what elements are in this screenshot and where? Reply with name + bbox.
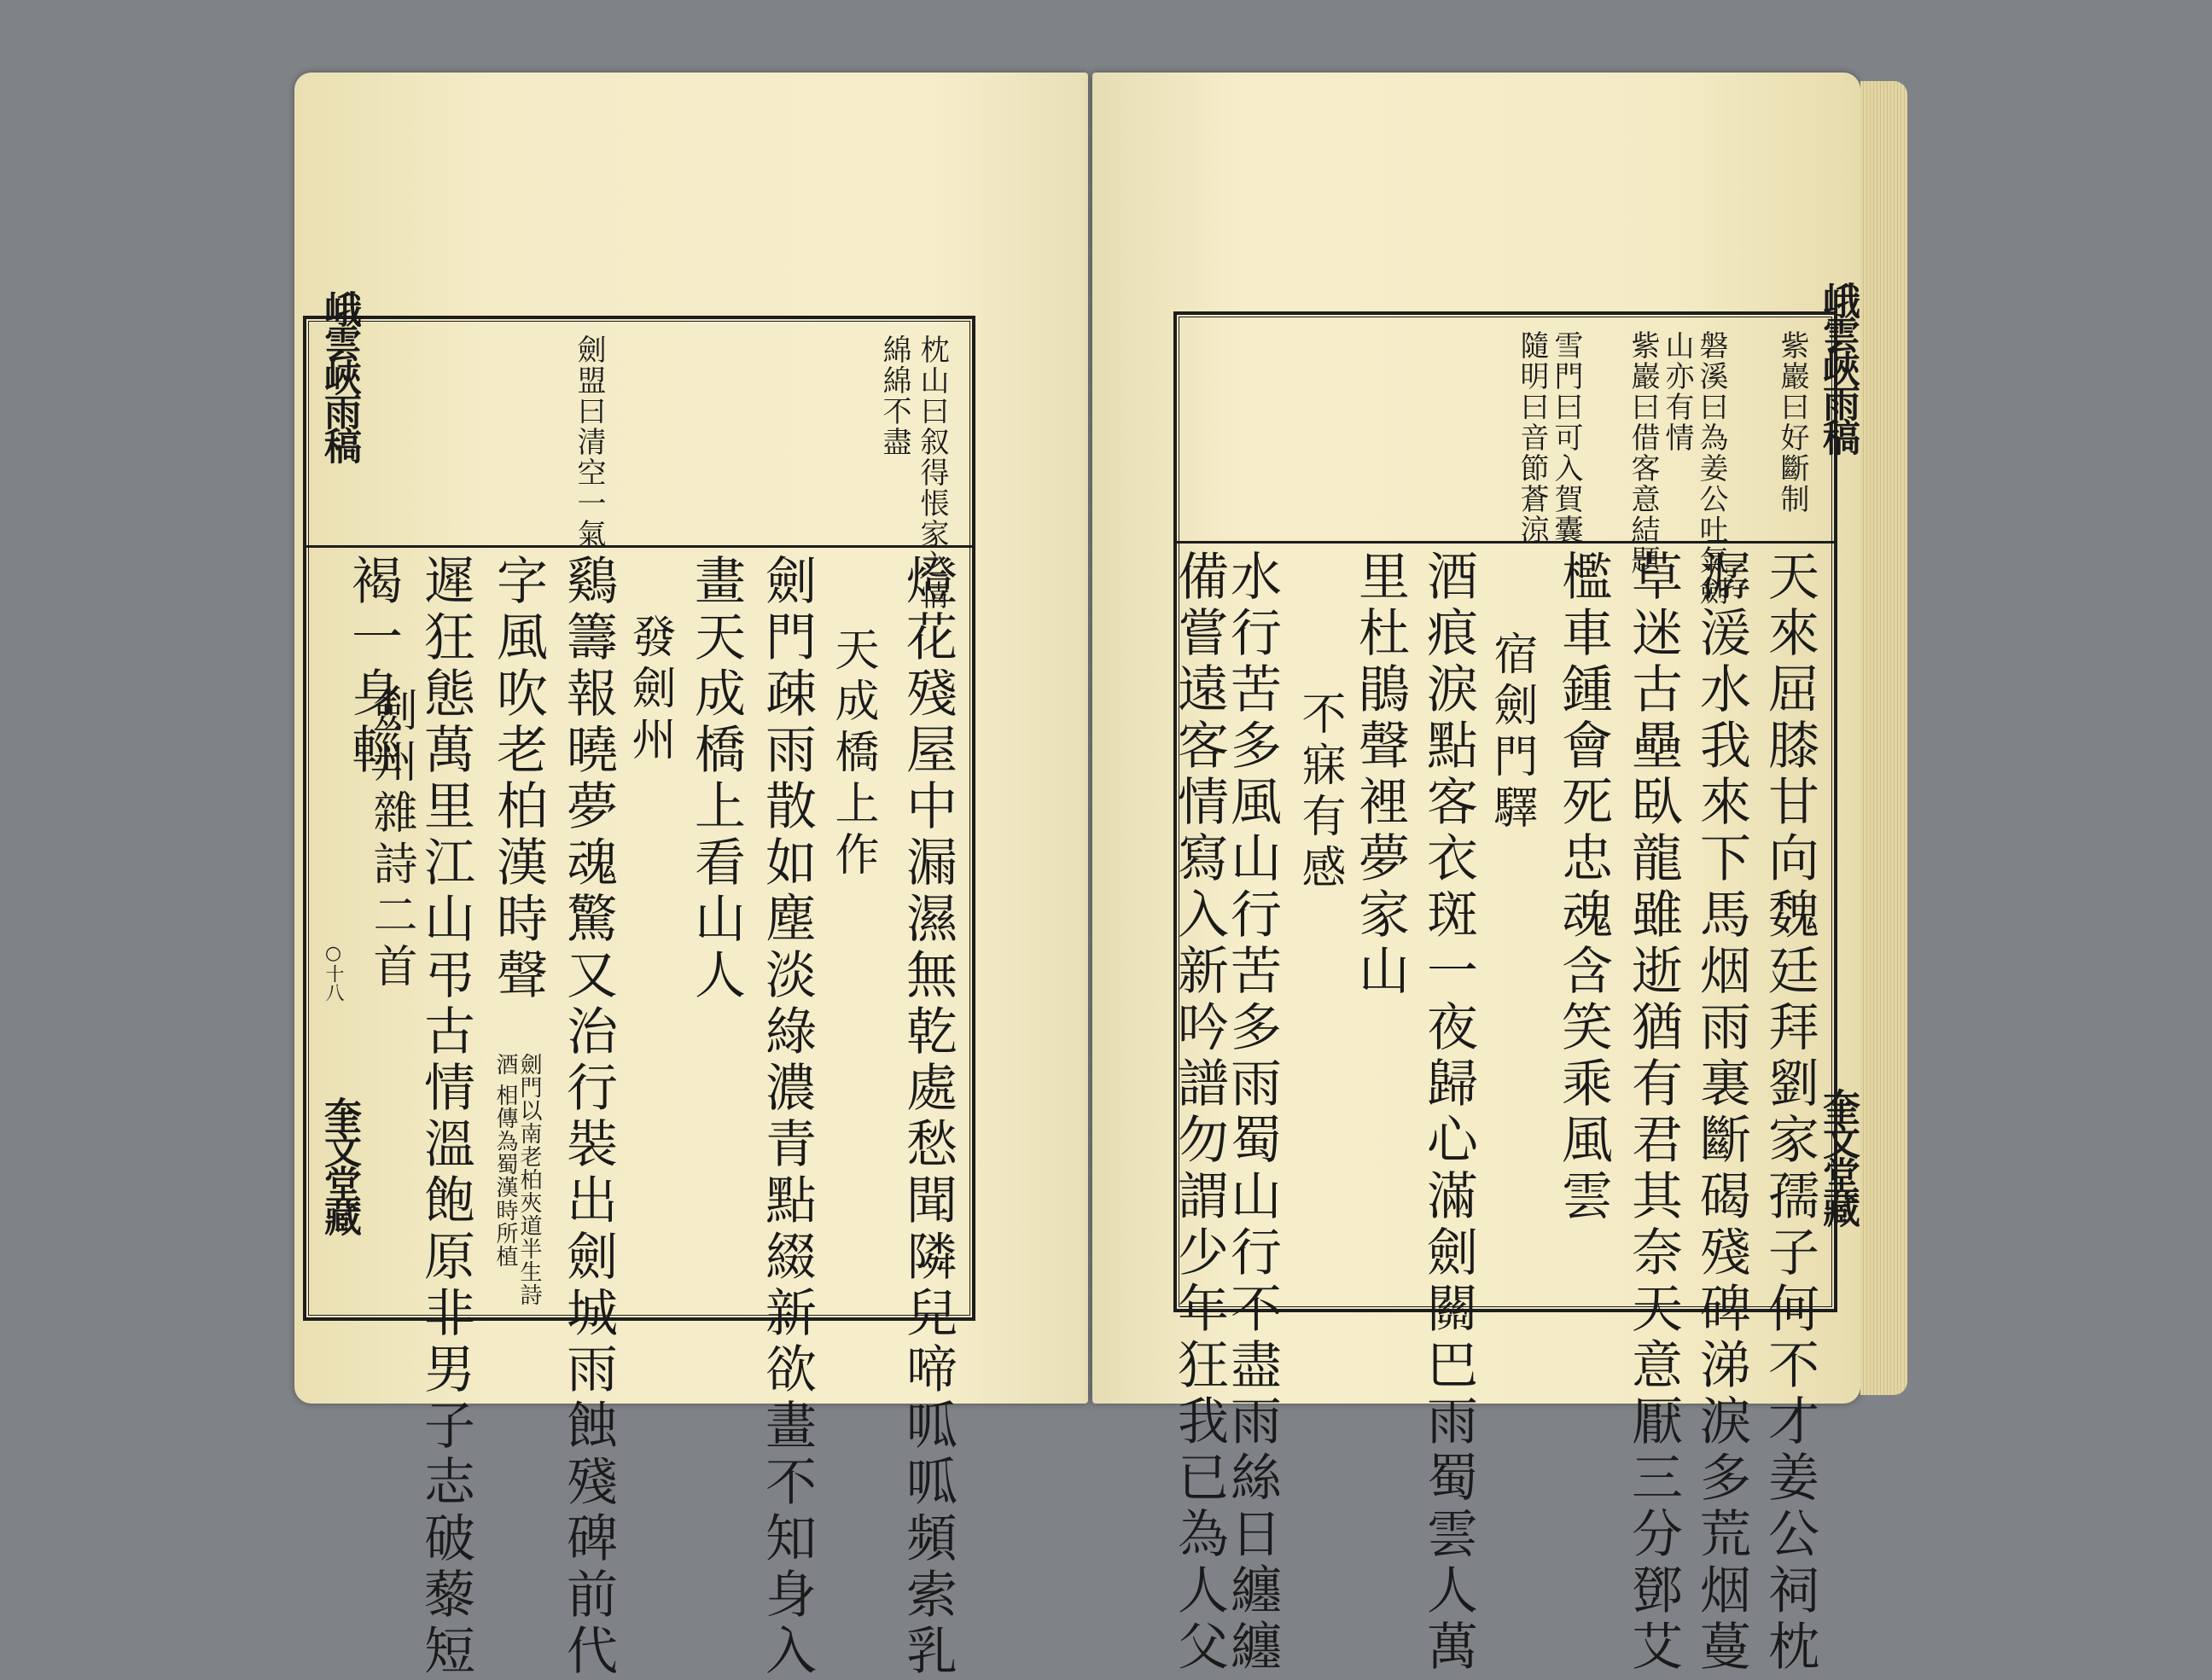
left-body-column-1: 燈花殘屋中漏濕無乾處愁聞隣兒啼呱呱頻索乳 [898, 554, 958, 1680]
right-page [1092, 73, 1860, 1676]
right-body-column-8: 備嘗遠客情寫入新吟譜勿謂少年狂我已為人父 [1169, 549, 1229, 1676]
left-inline-note: 劍門以南老柏夾道半生詩酒 相傳為蜀漢時所植 [492, 1053, 542, 1306]
right-body-column-6: 里杜鵑聲裡夢家山 [1350, 549, 1410, 1000]
right-header-note-3: 山亦有情 [1660, 330, 1694, 453]
right-header-band [1177, 315, 1834, 544]
right-margin-title: 峨雲峽雨稿 [1816, 282, 1860, 452]
right-publisher-mark: 奎文堂藏 [1816, 1088, 1860, 1224]
left-margin-title: 峨雲峽雨稿 [317, 290, 361, 461]
right-header-note-1: 紫巖曰好斷制 [1775, 330, 1809, 514]
left-header-note-1: 枕山曰叙得悵家之情 [915, 334, 949, 611]
right-body-column-4: 檻車鍾會死忠魂含笑乘風雲 [1553, 549, 1613, 1225]
left-poem-title-2: 發劍州 [624, 613, 675, 767]
left-body-column-6: 遲狂態萬里江山弔古情溫飽原非男子志破藜短 [416, 554, 475, 1680]
right-poem-title-2: 不寐有感 [1294, 690, 1345, 895]
left-header-note-3: 劍盟曰清空一氣 [572, 334, 606, 549]
left-poem-title-3: 劍州雜詩二首 [365, 687, 416, 994]
left-page [294, 73, 1088, 1680]
left-body-column-3: 畫天成橋上看山人 [686, 554, 746, 1004]
right-text-frame [1169, 311, 1837, 1676]
left-header-note-2: 綿綿不盡 [877, 334, 911, 457]
right-body-column-2: 潺湲水我來下馬烟雨裏斷碣殘碑涕淚多荒烟蔓 [1691, 549, 1751, 1676]
left-poem-title-1: 天成橋上作 [827, 626, 878, 882]
left-header-band [306, 319, 972, 548]
left-body-column-2: 劍門疎雨散如塵淡綠濃青點綴新欲畫不知身入 [757, 554, 817, 1680]
left-publisher-mark: 奎文堂藏 [317, 1096, 361, 1233]
right-header-note-2: 磐溪曰為姜公吐氣劍 [1694, 330, 1728, 607]
right-header-note-5: 雪門曰可入賀囊 [1549, 330, 1583, 545]
left-body-column-7: 褐一身輕 [343, 554, 403, 779]
open-book [286, 64, 1907, 1680]
right-header-note-4: 紫巖曰借客意結題 [1626, 330, 1660, 576]
right-body-column-3: 草迷古壘臥龍雖逝猶有君其奈天意厭三分鄧艾 [1623, 549, 1683, 1676]
right-header-note-6: 隨明曰音節蒼涼 [1515, 330, 1549, 545]
left-body-column-5: 字風吹老柏漢時聲 [488, 554, 548, 1004]
left-body-column-4: 鷄籌報曉夢魂驚又治行裝出劍城雨蝕殘碑前代 [558, 554, 618, 1680]
right-body-column-5: 酒痕淚點客衣斑一夜歸心滿劍關巴雨蜀雲人萬 [1418, 549, 1478, 1676]
right-poem-title-1: 宿劍門驛 [1486, 631, 1537, 835]
left-folio: ○十八 [323, 943, 344, 1002]
right-body-column-1: 天來屈膝甘向魏廷拜劉家孺子何不才姜公祠枕 [1760, 549, 1819, 1676]
right-body-column-7: 水行苦多風山行苦多雨蜀山行不盡雨絲日纏纏 [1222, 549, 1282, 1676]
page-edges [1860, 81, 1907, 1395]
